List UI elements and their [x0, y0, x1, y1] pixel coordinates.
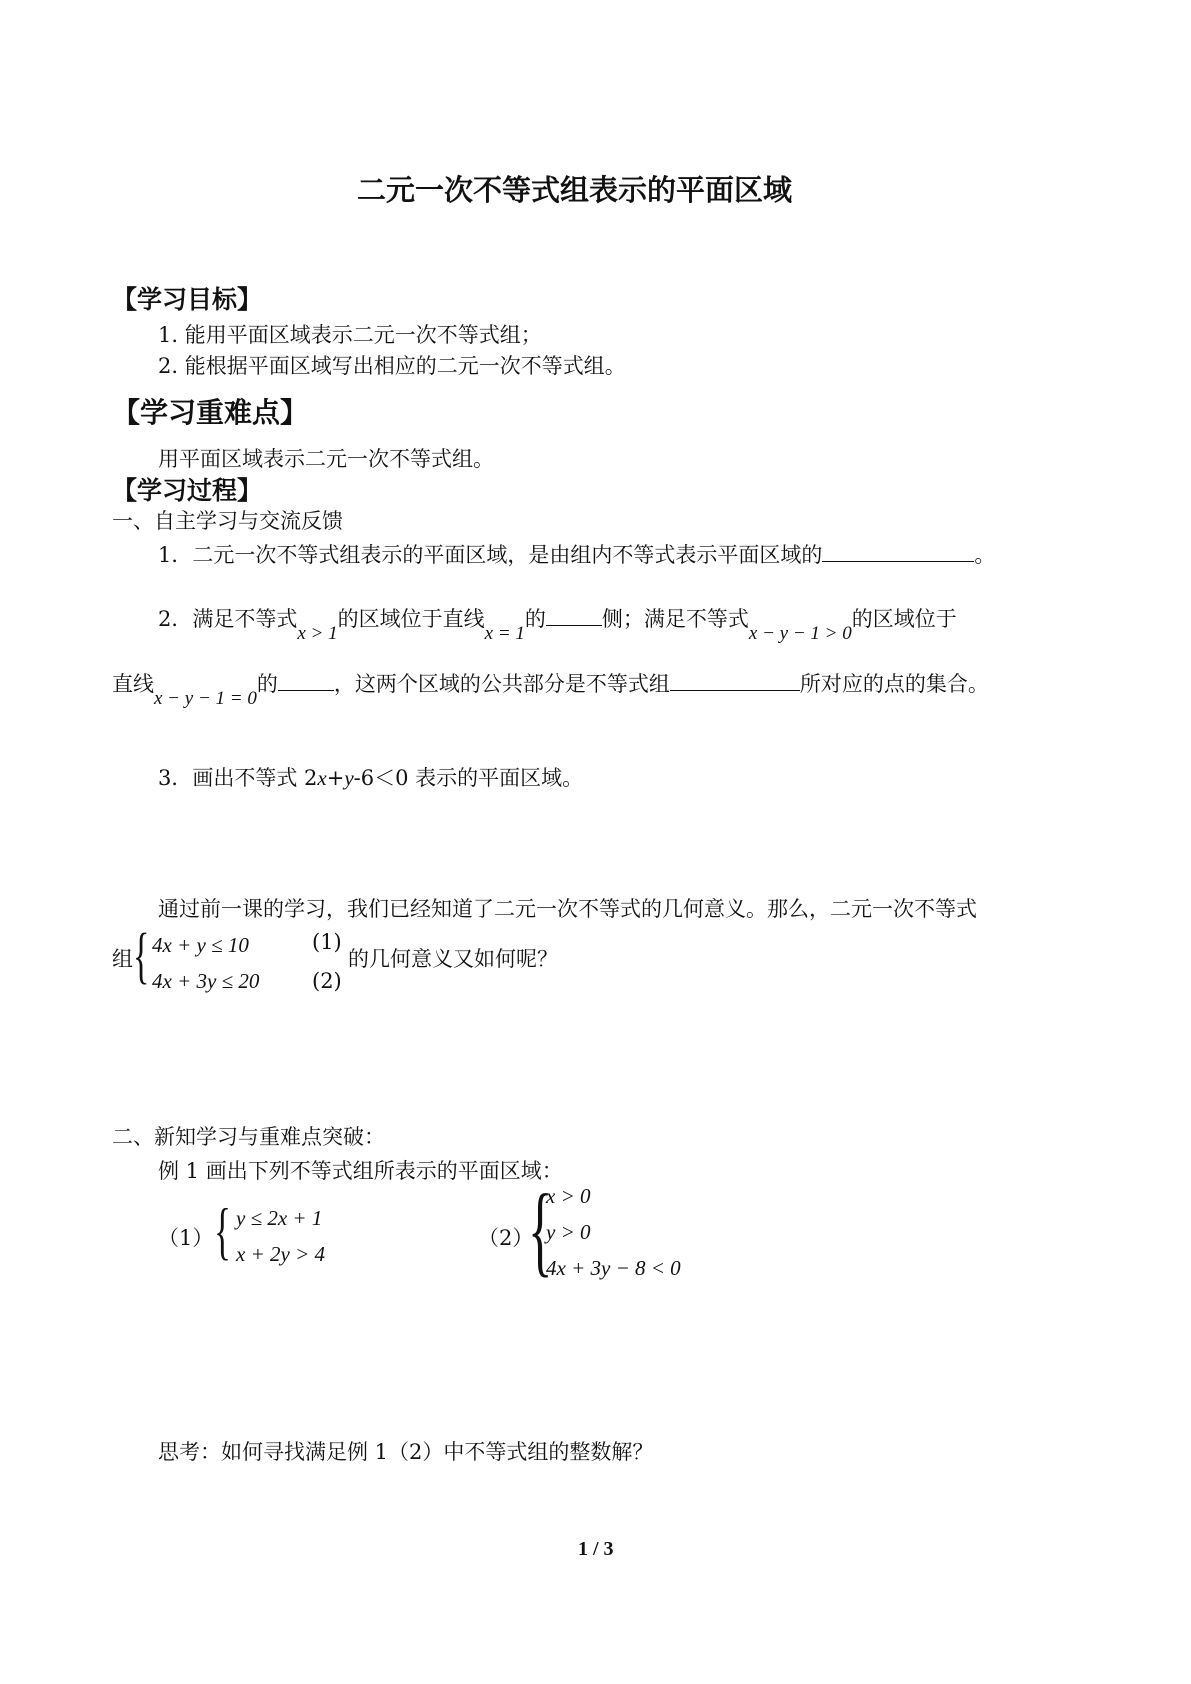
answer-blank[interactable] — [546, 607, 602, 626]
q2-text-d: 侧；满足不等式 — [601, 607, 749, 631]
q2-math-line-eq: x − y − 1 = 0 — [154, 688, 257, 709]
part1-heading: 一、自主学习与交流反馈 — [112, 509, 343, 533]
example-1-title: 例 1 画出下列不等式组所表示的平面区域： — [158, 1159, 563, 1183]
question-1-text: 1．二元一次不等式组表示的平面区域，是由组内不等式表示平面区域的 — [158, 543, 823, 567]
q2-text-g: 的 — [256, 672, 278, 696]
think-question: 思考：如何寻找满足例 1（2）中不等式组的整数解？ — [158, 1440, 654, 1464]
system-label-2: (2) — [312, 969, 342, 993]
part2-heading: 二、新知学习与重难点突破： — [112, 1125, 385, 1149]
goal-item-2: 2. 能根据平面区域写出相应的二元一次不等式组。 — [158, 354, 626, 378]
q2-text-a: 2．满足不等式 — [158, 607, 298, 631]
q2-text-e: 的区域位于 — [851, 607, 957, 631]
question-3 — [158, 762, 583, 792]
keypoints-heading: 【学习重难点】 — [112, 396, 309, 429]
question-2-line1 — [158, 603, 957, 644]
q2-math-x-gt-1: x > 1 — [297, 623, 338, 644]
question-2-line2 — [112, 668, 989, 709]
q3-plus: + — [326, 766, 345, 790]
example-1-part2-eq2: y > 0 — [546, 1220, 591, 1244]
q2-text-h: ，这两个区域的公共部分是不等式组 — [333, 672, 670, 696]
q2-text-i: 所对应的点的集合。 — [799, 672, 989, 696]
intro-zu: 组 — [112, 947, 133, 971]
q2-text-c: 的 — [524, 607, 546, 631]
q3-var-y: y — [344, 766, 354, 790]
answer-blank[interactable] — [822, 543, 974, 562]
q3-var-x: x — [317, 766, 327, 790]
system-eq-2: 4x + 3y ≤ 20 — [152, 969, 260, 993]
example-1-part2-brace: { — [528, 1174, 553, 1287]
page-title: 二元一次不等式组表示的平面区域 — [357, 173, 793, 207]
answer-blank[interactable] — [670, 672, 800, 691]
goals-heading: 【学习目标】 — [112, 285, 263, 314]
example-1-part1-brace: { — [214, 1195, 231, 1266]
answer-blank[interactable] — [278, 672, 334, 691]
q3-text-a: 3．画出不等式 2 — [158, 766, 318, 790]
process-heading: 【学习过程】 — [112, 476, 263, 505]
q2-math-inequality: x − y − 1 > 0 — [748, 623, 852, 644]
q2-math-x-eq-1: x = 1 — [484, 623, 525, 644]
example-1-part1-eq1: y ≤ 2x + 1 — [236, 1206, 323, 1230]
q3-text-c: -6＜0 表示的平面区域。 — [353, 766, 584, 790]
system-eq-1: 4x + y ≤ 10 — [152, 933, 249, 957]
page-number: 1 / 3 — [578, 1538, 614, 1560]
example-1-part1-label: （1） — [158, 1226, 214, 1250]
example-1-part2-label: （2） — [478, 1226, 534, 1250]
question-1-end: 。 — [974, 543, 996, 567]
intro-paragraph-line1: 通过前一课的学习，我们已经知道了二元一次不等式的几何意义。那么，二元一次不等式 — [158, 897, 977, 921]
keypoints-text: 用平面区域表示二元一次不等式组。 — [158, 447, 494, 471]
q2-text-b: 的区域位于直线 — [337, 607, 485, 631]
system-brace: { — [133, 922, 150, 990]
goal-item-1: 1. 能用平面区域表示二元一次不等式组； — [158, 323, 542, 347]
example-1-part2-eq1: x > 0 — [546, 1184, 591, 1208]
system-label-1: (1) — [312, 930, 342, 954]
example-1-part2-eq3: 4x + 3y − 8 < 0 — [546, 1256, 681, 1280]
example-1-part1-eq2: x + 2y > 4 — [236, 1242, 325, 1266]
question-1 — [158, 539, 995, 569]
q2-text-f: 直线 — [112, 672, 154, 696]
intro-tail: 的几何意义又如何呢？ — [348, 947, 558, 971]
